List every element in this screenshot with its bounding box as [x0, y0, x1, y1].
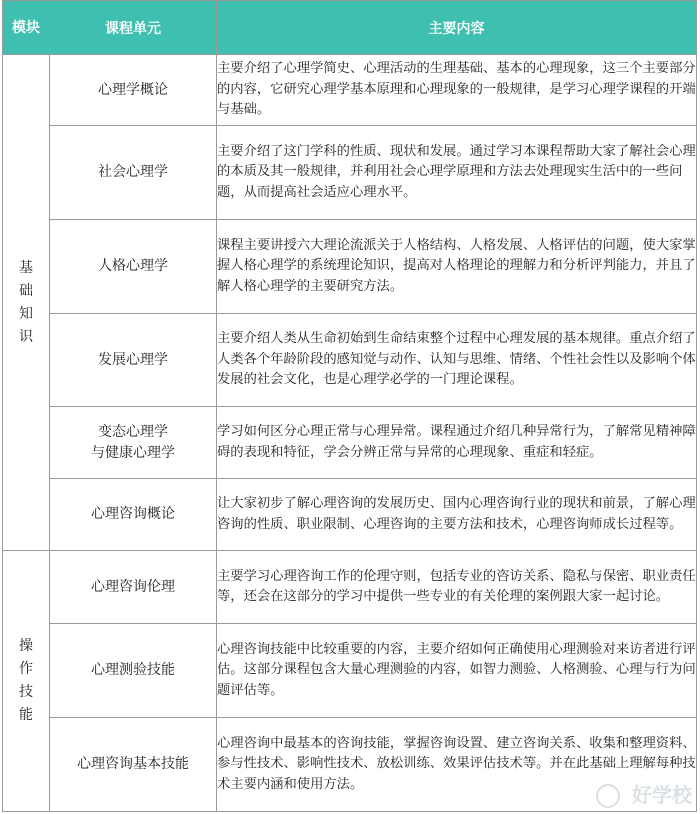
unit-cell: 心理咨询基本技能 — [50, 718, 217, 812]
table-row — [3, 624, 697, 718]
header-unit: 课程单元 — [50, 1, 217, 55]
watermark-text: 好学校 — [632, 783, 692, 807]
content-cell: 学习如何区分心理正常与心理异常。课程通过介绍几种异常行为，了解常见精神障碍的表现和特征，学会分辨正常与异常的心理现象、重症和轻症。 — [217, 407, 697, 479]
table-row — [3, 407, 697, 479]
unit-line-2: 与健康心理学 — [91, 444, 175, 461]
unit-cell: 心理咨询伦理 — [50, 551, 217, 624]
content-cell: 课程主要讲授六大理论流派关于人格结构、人格发展、人格评估的问题，使大家掌握人格心理学的系统理论知识，提高对人格理论的理解力和分析评判能力，并且了解人格心理学的主要研究方法。 — [217, 220, 697, 314]
header-content: 主要内容 — [217, 1, 697, 55]
module-cell-skills: 操作技能 — [3, 551, 50, 812]
content-cell: 主要介绍人类从生命初始到生命结束整个过程中心理发展的基本规律。重点介绍了人类各个年龄阶段的感知觉与动作、认知与思维、情绪、个性社会性以及影响个体发展的社会文化，也是心理学必学的一门理论课程。 — [217, 314, 697, 407]
module-cell-basics: 基础知识 — [3, 55, 50, 551]
watermark-logo-icon — [596, 784, 620, 808]
table-row — [3, 551, 697, 624]
table-row — [3, 718, 697, 812]
content-cell: 让大家初步了解心理咨询的发展历史、国内心理咨询行业的现状和前景，了解心理咨询的性质、职业限制、心理咨询的主要方法和技术，心理咨询师成长过程等。 — [217, 479, 697, 551]
table-row — [3, 314, 697, 407]
unit-cell: 发展心理学 — [50, 314, 217, 407]
header-module: 模块 — [3, 1, 50, 55]
table-header-row — [3, 1, 697, 55]
content-cell: 主要学习心理咨询工作的伦理守则，包括专业的咨访关系、隐私与保密、职业责任等，还会在这部分的学习中提供一些专业的有关伦理的案例跟大家一起讨论。 — [217, 551, 697, 624]
unit-cell: 心理测验技能 — [50, 624, 217, 718]
table-row — [3, 479, 697, 551]
unit-line-1: 变态心理学 — [98, 423, 168, 440]
content-cell: 心理咨询技能中比较重要的内容，主要介绍如何正确使用心理测验对来访者进行评估。这部分课程包含大量心理测验的内容，如智力测验、人格测验、心理与行为问题评估等。 — [217, 624, 697, 718]
unit-cell: 心理学概论 — [50, 55, 217, 126]
table-row — [3, 220, 697, 314]
unit-cell: 人格心理学 — [50, 220, 217, 314]
content-cell: 心理咨询中最基本的咨询技能，掌握咨询设置、建立咨询关系、收集和整理资料、参与性技术、影响性技术、放松训练、效果评估技术等。并在此基础上理解每种技术主要内涵和使用方法。 — [217, 718, 697, 812]
unit-cell: 社会心理学 — [50, 126, 217, 220]
content-cell: 主要介绍了心理学简史、心理活动的生理基础、基本的心理现象，这三个主要部分的内容，它研究心理学基本原理和心理现象的一般规律，是学习心理学课程的开端与基础。 — [217, 55, 697, 126]
unit-cell: 心理咨询概论 — [50, 479, 217, 551]
table-row — [3, 55, 697, 126]
unit-cell — [50, 407, 217, 479]
curriculum-table — [2, 0, 697, 812]
table-row — [3, 126, 697, 220]
content-cell: 主要介绍了这门学科的性质、现状和发展。通过学习本课程帮助大家了解社会心理的本质及其一般规律，并利用社会心理学原理和方法去处理现实生活中的一些问题，从而提高社会适应心理水平。 — [217, 126, 697, 220]
